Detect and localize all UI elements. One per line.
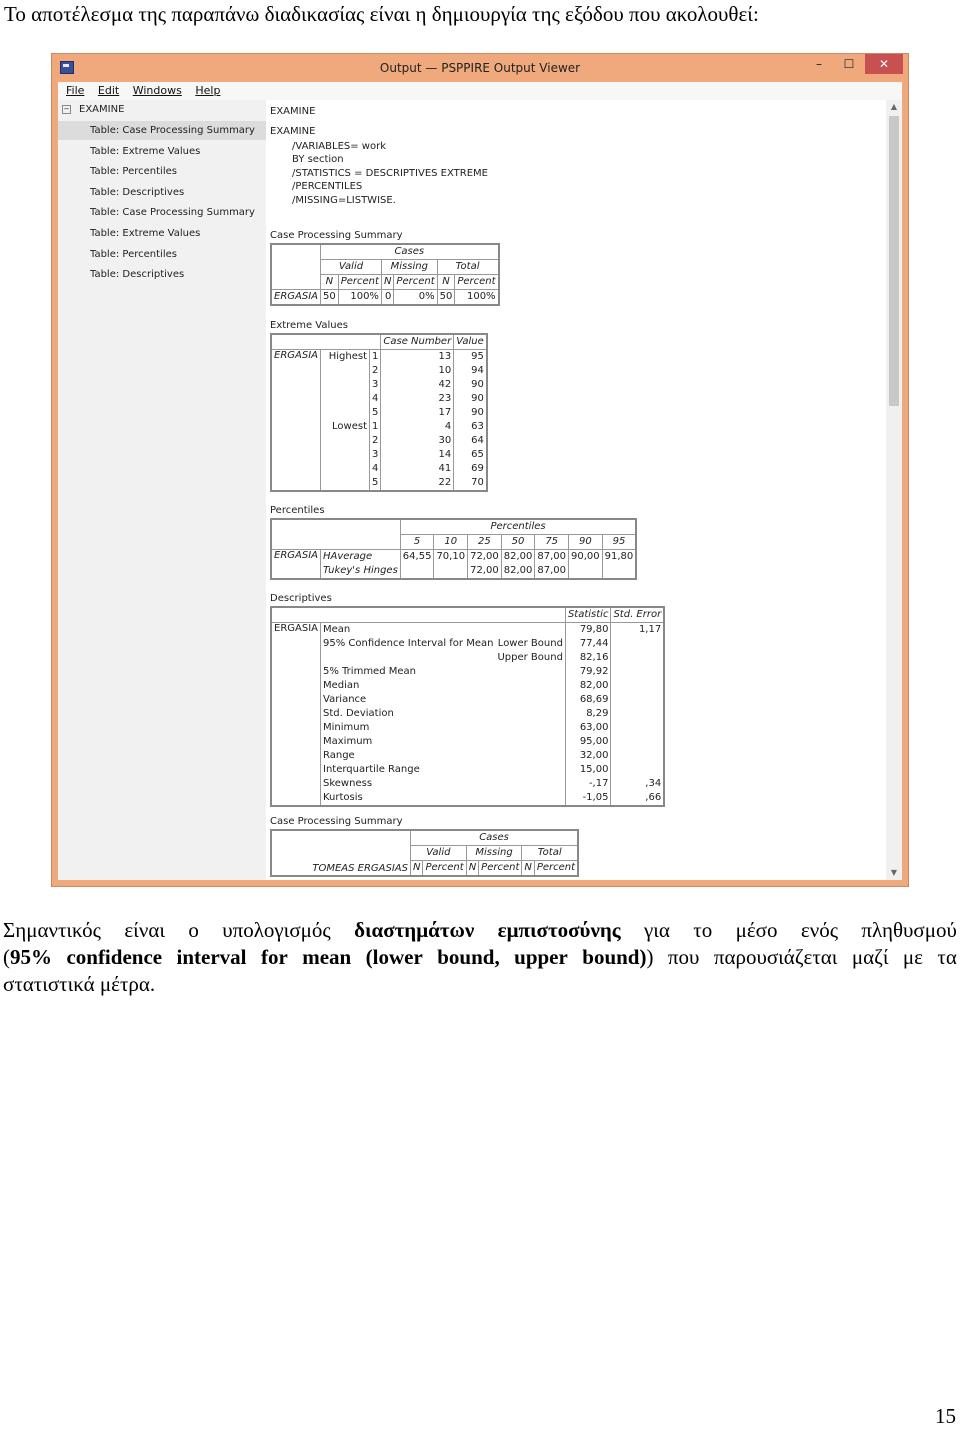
group-label: Lowest xyxy=(321,420,370,434)
output-pane xyxy=(268,100,886,880)
table-title: Case Processing Summary xyxy=(270,816,403,827)
col-header: N xyxy=(466,861,478,877)
col-header: 25 xyxy=(468,535,502,550)
table-row xyxy=(271,749,664,763)
cell: 87,00 xyxy=(535,564,569,579)
syntax-line: /MISSING=LISTWISE. xyxy=(292,194,396,206)
word: τα xyxy=(937,945,957,969)
cell xyxy=(434,564,468,579)
cell: 82,00 xyxy=(501,564,535,579)
corner-cell xyxy=(271,519,400,550)
table-row xyxy=(271,350,487,365)
word: upper xyxy=(514,945,568,969)
rank-cell: 2 xyxy=(370,434,381,448)
col-header: Percent xyxy=(394,275,437,290)
cell: 50 xyxy=(437,290,455,306)
case-number-cell: 22 xyxy=(381,476,454,491)
value-cell: 69 xyxy=(454,462,487,476)
word: για xyxy=(644,918,670,942)
cell: 0 xyxy=(381,290,393,306)
word: confidence xyxy=(66,945,163,969)
stat-label: Median xyxy=(321,679,496,693)
stat-sublabel xyxy=(495,735,565,749)
rank-cell: 5 xyxy=(370,476,381,491)
rank-cell: 3 xyxy=(370,378,381,392)
cell: 82,00 xyxy=(501,550,535,565)
tree-item[interactable]: Table: Extreme Values xyxy=(90,228,201,239)
col-header: Valid xyxy=(321,260,382,275)
stat-sublabel: Lower Bound xyxy=(495,637,565,651)
intro-text: Το αποτέλεσμα της παραπάνω διαδικασίας είναι η δημιουργία της εξόδου που ακολουθεί: xyxy=(4,2,759,26)
percentiles-table xyxy=(270,518,637,580)
std-error-cell xyxy=(611,679,664,693)
group-label xyxy=(321,364,370,378)
std-error-cell: ,66 xyxy=(611,791,664,806)
word: ο xyxy=(188,918,199,942)
value-cell: 90 xyxy=(454,392,487,406)
case-number-cell: 42 xyxy=(381,378,454,392)
group-label xyxy=(321,378,370,392)
statistic-cell: 77,44 xyxy=(565,637,611,651)
close-button[interactable]: ✕ xyxy=(865,54,903,74)
word: πληθυσμού xyxy=(861,918,957,942)
table-row xyxy=(271,777,664,791)
group-label xyxy=(321,434,370,448)
word: το xyxy=(693,918,713,942)
paragraph-line: στατιστικά μέτρα. xyxy=(3,972,156,996)
std-error-cell xyxy=(611,749,664,763)
std-error-cell xyxy=(611,693,664,707)
col-header: Valid xyxy=(411,846,467,861)
col-header: Cases xyxy=(411,830,579,846)
std-error-cell xyxy=(611,735,664,749)
table-title: Descriptives xyxy=(270,593,332,604)
close-paren: ) xyxy=(646,945,654,969)
rank-cell: 1 xyxy=(370,350,381,365)
word xyxy=(3,944,52,971)
col-header: Percent xyxy=(534,861,578,877)
word: (lower xyxy=(365,945,423,969)
descriptives-table xyxy=(270,606,665,807)
cell: 70,10 xyxy=(434,550,468,565)
tree-item[interactable]: Table: Case Processing Summary xyxy=(58,121,266,140)
word: εμπιστοσύνης xyxy=(497,918,621,942)
extreme-values-table xyxy=(270,333,488,492)
statistic-cell: 32,00 xyxy=(565,749,611,763)
word: bound) xyxy=(582,945,647,969)
row-label: TOMEAS ERGASIAS xyxy=(271,830,411,876)
col-header: Value xyxy=(454,334,487,350)
open-paren: ( xyxy=(3,945,10,969)
tree-item[interactable]: Table: Percentiles xyxy=(90,249,177,260)
stat-sublabel xyxy=(495,763,565,777)
paragraph-line xyxy=(3,944,957,971)
page-number: 15 xyxy=(935,1404,956,1428)
table-row xyxy=(271,735,664,749)
stat-sublabel xyxy=(495,679,565,693)
stat-sublabel xyxy=(495,749,565,763)
stat-label: Kurtosis xyxy=(321,791,496,806)
word: είναι xyxy=(124,918,165,942)
statistic-cell: 79,92 xyxy=(565,665,611,679)
col-header: Percent xyxy=(455,275,499,290)
statistic-cell: -1,05 xyxy=(565,791,611,806)
menu-bar xyxy=(58,82,902,100)
word: interval xyxy=(176,945,247,969)
cell: 50 xyxy=(321,290,339,306)
table-row xyxy=(271,623,664,638)
col-header: 5 xyxy=(400,535,434,550)
std-error-cell xyxy=(611,665,664,679)
rank-cell: 3 xyxy=(370,448,381,462)
cell xyxy=(400,564,434,579)
table-row xyxy=(271,665,664,679)
col-header: Cases xyxy=(321,244,499,260)
col-header: Percent xyxy=(423,861,466,877)
statistic-cell: 82,16 xyxy=(565,651,611,665)
col-header: 10 xyxy=(434,535,468,550)
syntax-line: /VARIABLES= work xyxy=(292,141,387,152)
statistic-cell: 68,69 xyxy=(565,693,611,707)
col-header: N xyxy=(522,861,534,877)
vertical-scrollbar[interactable] xyxy=(886,100,902,880)
tree-root-examine[interactable] xyxy=(62,102,124,118)
col-header: Std. Error xyxy=(611,607,664,623)
col-header: Missing xyxy=(466,846,522,861)
tree-item[interactable]: Table: Descriptives xyxy=(90,187,185,198)
stat-label: Range xyxy=(321,749,496,763)
cell: 91,80 xyxy=(602,550,636,565)
row-label: ERGASIA xyxy=(271,290,321,306)
case-number-cell: 30 xyxy=(381,434,454,448)
col-header: N xyxy=(381,275,393,290)
statistic-cell: -,17 xyxy=(565,777,611,791)
title-bar xyxy=(52,54,908,82)
word: διαστημάτων xyxy=(354,918,475,942)
cell: 100% xyxy=(455,290,499,306)
value-cell: 95 xyxy=(454,350,487,365)
col-header: N xyxy=(411,861,423,877)
group-label xyxy=(321,476,370,491)
table-row xyxy=(271,550,636,565)
pspp-output-window xyxy=(51,53,909,887)
word: Σημαντικός xyxy=(3,918,101,942)
stat-label: Variance xyxy=(321,693,496,707)
cell: 72,00 xyxy=(468,564,502,579)
case-processing-table-2 xyxy=(270,829,579,877)
statistic-cell: 82,00 xyxy=(565,679,611,693)
table-row xyxy=(271,651,664,665)
tree-item[interactable]: Table: Case Processing Summary xyxy=(90,207,255,218)
cell: 100% xyxy=(338,290,381,306)
group-label xyxy=(321,448,370,462)
tree-item[interactable]: Table: Percentiles xyxy=(90,166,177,177)
col-header: Percentiles xyxy=(400,519,636,535)
table-row xyxy=(271,763,664,777)
stat-label: Skewness xyxy=(321,777,496,791)
menu-windows[interactable]: Windows xyxy=(132,84,182,97)
word: mean xyxy=(302,945,352,969)
cell: 90,00 xyxy=(569,550,603,565)
col-header: Statistic xyxy=(565,607,611,623)
word: με xyxy=(902,945,923,969)
group-label xyxy=(321,462,370,476)
stat-label: 5% Trimmed Mean xyxy=(321,665,496,679)
table-title: Percentiles xyxy=(270,505,325,516)
scroll-down-icon[interactable]: ▼ xyxy=(890,868,898,877)
word: 95% xyxy=(10,945,52,969)
rank-cell: 5 xyxy=(370,406,381,420)
cell xyxy=(602,564,636,579)
std-error-cell xyxy=(611,721,664,735)
case-number-cell: 23 xyxy=(381,392,454,406)
body-paragraph xyxy=(3,917,957,998)
word: bound, xyxy=(437,945,500,969)
case-number-cell: 4 xyxy=(381,420,454,434)
statistic-cell: 8,29 xyxy=(565,707,611,721)
std-error-cell: 1,17 xyxy=(611,623,664,638)
menu-file[interactable]: File xyxy=(66,84,85,97)
cell: 64,55 xyxy=(400,550,434,565)
case-processing-table xyxy=(270,243,500,306)
value-cell: 63 xyxy=(454,420,487,434)
stat-label: Minimum xyxy=(321,721,496,735)
col-header: Percent xyxy=(479,861,522,877)
col-header: Missing xyxy=(381,260,437,275)
rank-cell: 2 xyxy=(370,364,381,378)
case-number-cell: 14 xyxy=(381,448,454,462)
corner-cell xyxy=(271,334,381,350)
case-number-cell: 13 xyxy=(381,350,454,365)
stat-sublabel xyxy=(495,721,565,735)
table-row xyxy=(271,679,664,693)
corner-cell xyxy=(271,244,321,290)
value-cell: 64 xyxy=(454,434,487,448)
std-error-cell xyxy=(611,763,664,777)
word: μαζί xyxy=(851,945,889,969)
col-header: 75 xyxy=(535,535,569,550)
rank-cell: 1 xyxy=(370,420,381,434)
stat-label: Mean xyxy=(321,623,496,638)
syntax-line: /PERCENTILES xyxy=(292,181,363,193)
table-title: Extreme Values xyxy=(270,320,348,331)
std-error-cell: ,34 xyxy=(611,777,664,791)
cell: 87,00 xyxy=(535,550,569,565)
case-number-cell: 10 xyxy=(381,364,454,378)
stat-sublabel xyxy=(495,665,565,679)
stat-label: Interquartile Range xyxy=(321,763,496,777)
table-title: Case Processing Summary xyxy=(270,230,403,241)
std-error-cell xyxy=(611,707,664,721)
tree-item[interactable]: Table: Extreme Values xyxy=(90,146,201,157)
col-header: Case Number xyxy=(381,334,454,350)
col-header: N xyxy=(321,275,339,290)
cell: 0% xyxy=(394,290,437,306)
row-label: ERGASIA xyxy=(271,550,321,580)
word: for xyxy=(260,945,288,969)
syntax-block xyxy=(292,140,488,207)
table-row xyxy=(271,564,636,579)
paragraph-line xyxy=(3,917,957,944)
word: που xyxy=(667,945,700,969)
std-error-cell xyxy=(611,637,664,651)
table-row xyxy=(271,707,664,721)
value-cell: 94 xyxy=(454,364,487,378)
client-area xyxy=(58,100,902,880)
stat-sublabel xyxy=(495,623,565,638)
stat-sublabel: Upper Bound xyxy=(495,651,565,665)
cell xyxy=(569,564,603,579)
tree-item[interactable]: Table: Descriptives xyxy=(90,269,185,280)
word: ενός xyxy=(800,918,839,942)
statistic-cell: 95,00 xyxy=(565,735,611,749)
corner-cell xyxy=(271,607,565,623)
word: μέσο xyxy=(735,918,778,942)
word: παρουσιάζεται xyxy=(713,945,838,969)
menu-help[interactable]: Help xyxy=(195,84,221,97)
col-header: Total xyxy=(522,846,578,861)
output-tree xyxy=(58,100,266,880)
row-label: Tukey's Hinges xyxy=(321,564,401,579)
group-label xyxy=(321,406,370,420)
value-cell: 90 xyxy=(454,406,487,420)
table-row xyxy=(271,637,664,651)
window-title: Output — PSPPIRE Output Viewer xyxy=(379,61,581,75)
scroll-up-icon[interactable]: ▲ xyxy=(890,102,898,111)
output-heading: EXAMINE xyxy=(270,126,316,137)
collapse-icon[interactable]: − xyxy=(63,104,70,113)
stat-sublabel xyxy=(495,693,565,707)
maximize-button[interactable]: ☐ xyxy=(843,57,855,71)
col-header: 95 xyxy=(602,535,636,550)
tree-root-label: EXAMINE xyxy=(79,104,125,115)
stat-label xyxy=(321,651,496,665)
value-cell: 90 xyxy=(454,378,487,392)
table-row xyxy=(271,693,664,707)
syntax-line: BY section xyxy=(292,154,344,166)
table-row xyxy=(271,791,664,806)
word: υπολογισμός xyxy=(222,918,331,942)
col-header: N xyxy=(437,275,455,290)
cell: 72,00 xyxy=(468,550,502,565)
row-label: ERGASIA xyxy=(271,623,321,807)
group-label: Highest xyxy=(321,350,370,365)
rank-cell: 4 xyxy=(370,462,381,476)
col-header: Percent xyxy=(338,275,381,290)
stat-sublabel xyxy=(495,791,565,806)
statistic-cell: 79,80 xyxy=(565,623,611,638)
stat-sublabel xyxy=(495,777,565,791)
statistic-cell: 63,00 xyxy=(565,721,611,735)
case-number-cell: 41 xyxy=(381,462,454,476)
col-header: 90 xyxy=(569,535,603,550)
row-label: ERGASIA xyxy=(271,350,321,492)
output-heading: EXAMINE xyxy=(270,106,316,117)
word xyxy=(582,944,653,971)
table-row xyxy=(271,721,664,735)
menu-edit[interactable]: Edit xyxy=(97,84,120,97)
syntax-line: /STATISTICS = DESCRIPTIVES EXTREME xyxy=(292,167,488,179)
col-header: 50 xyxy=(501,535,535,550)
row-label: HAverage xyxy=(321,550,401,565)
case-number-cell: 17 xyxy=(381,406,454,420)
scroll-thumb[interactable] xyxy=(889,116,899,406)
std-error-cell xyxy=(611,651,664,665)
col-header: Total xyxy=(437,260,498,275)
minimize-button[interactable]: – xyxy=(816,57,822,71)
stat-label: 95% Confidence Interval for Mean xyxy=(321,637,496,651)
rank-cell: 4 xyxy=(370,392,381,406)
stat-label: Std. Deviation xyxy=(321,707,496,721)
value-cell: 65 xyxy=(454,448,487,462)
stat-sublabel xyxy=(495,707,565,721)
value-cell: 70 xyxy=(454,476,487,491)
stat-label: Maximum xyxy=(321,735,496,749)
group-label xyxy=(321,392,370,406)
statistic-cell: 15,00 xyxy=(565,763,611,777)
